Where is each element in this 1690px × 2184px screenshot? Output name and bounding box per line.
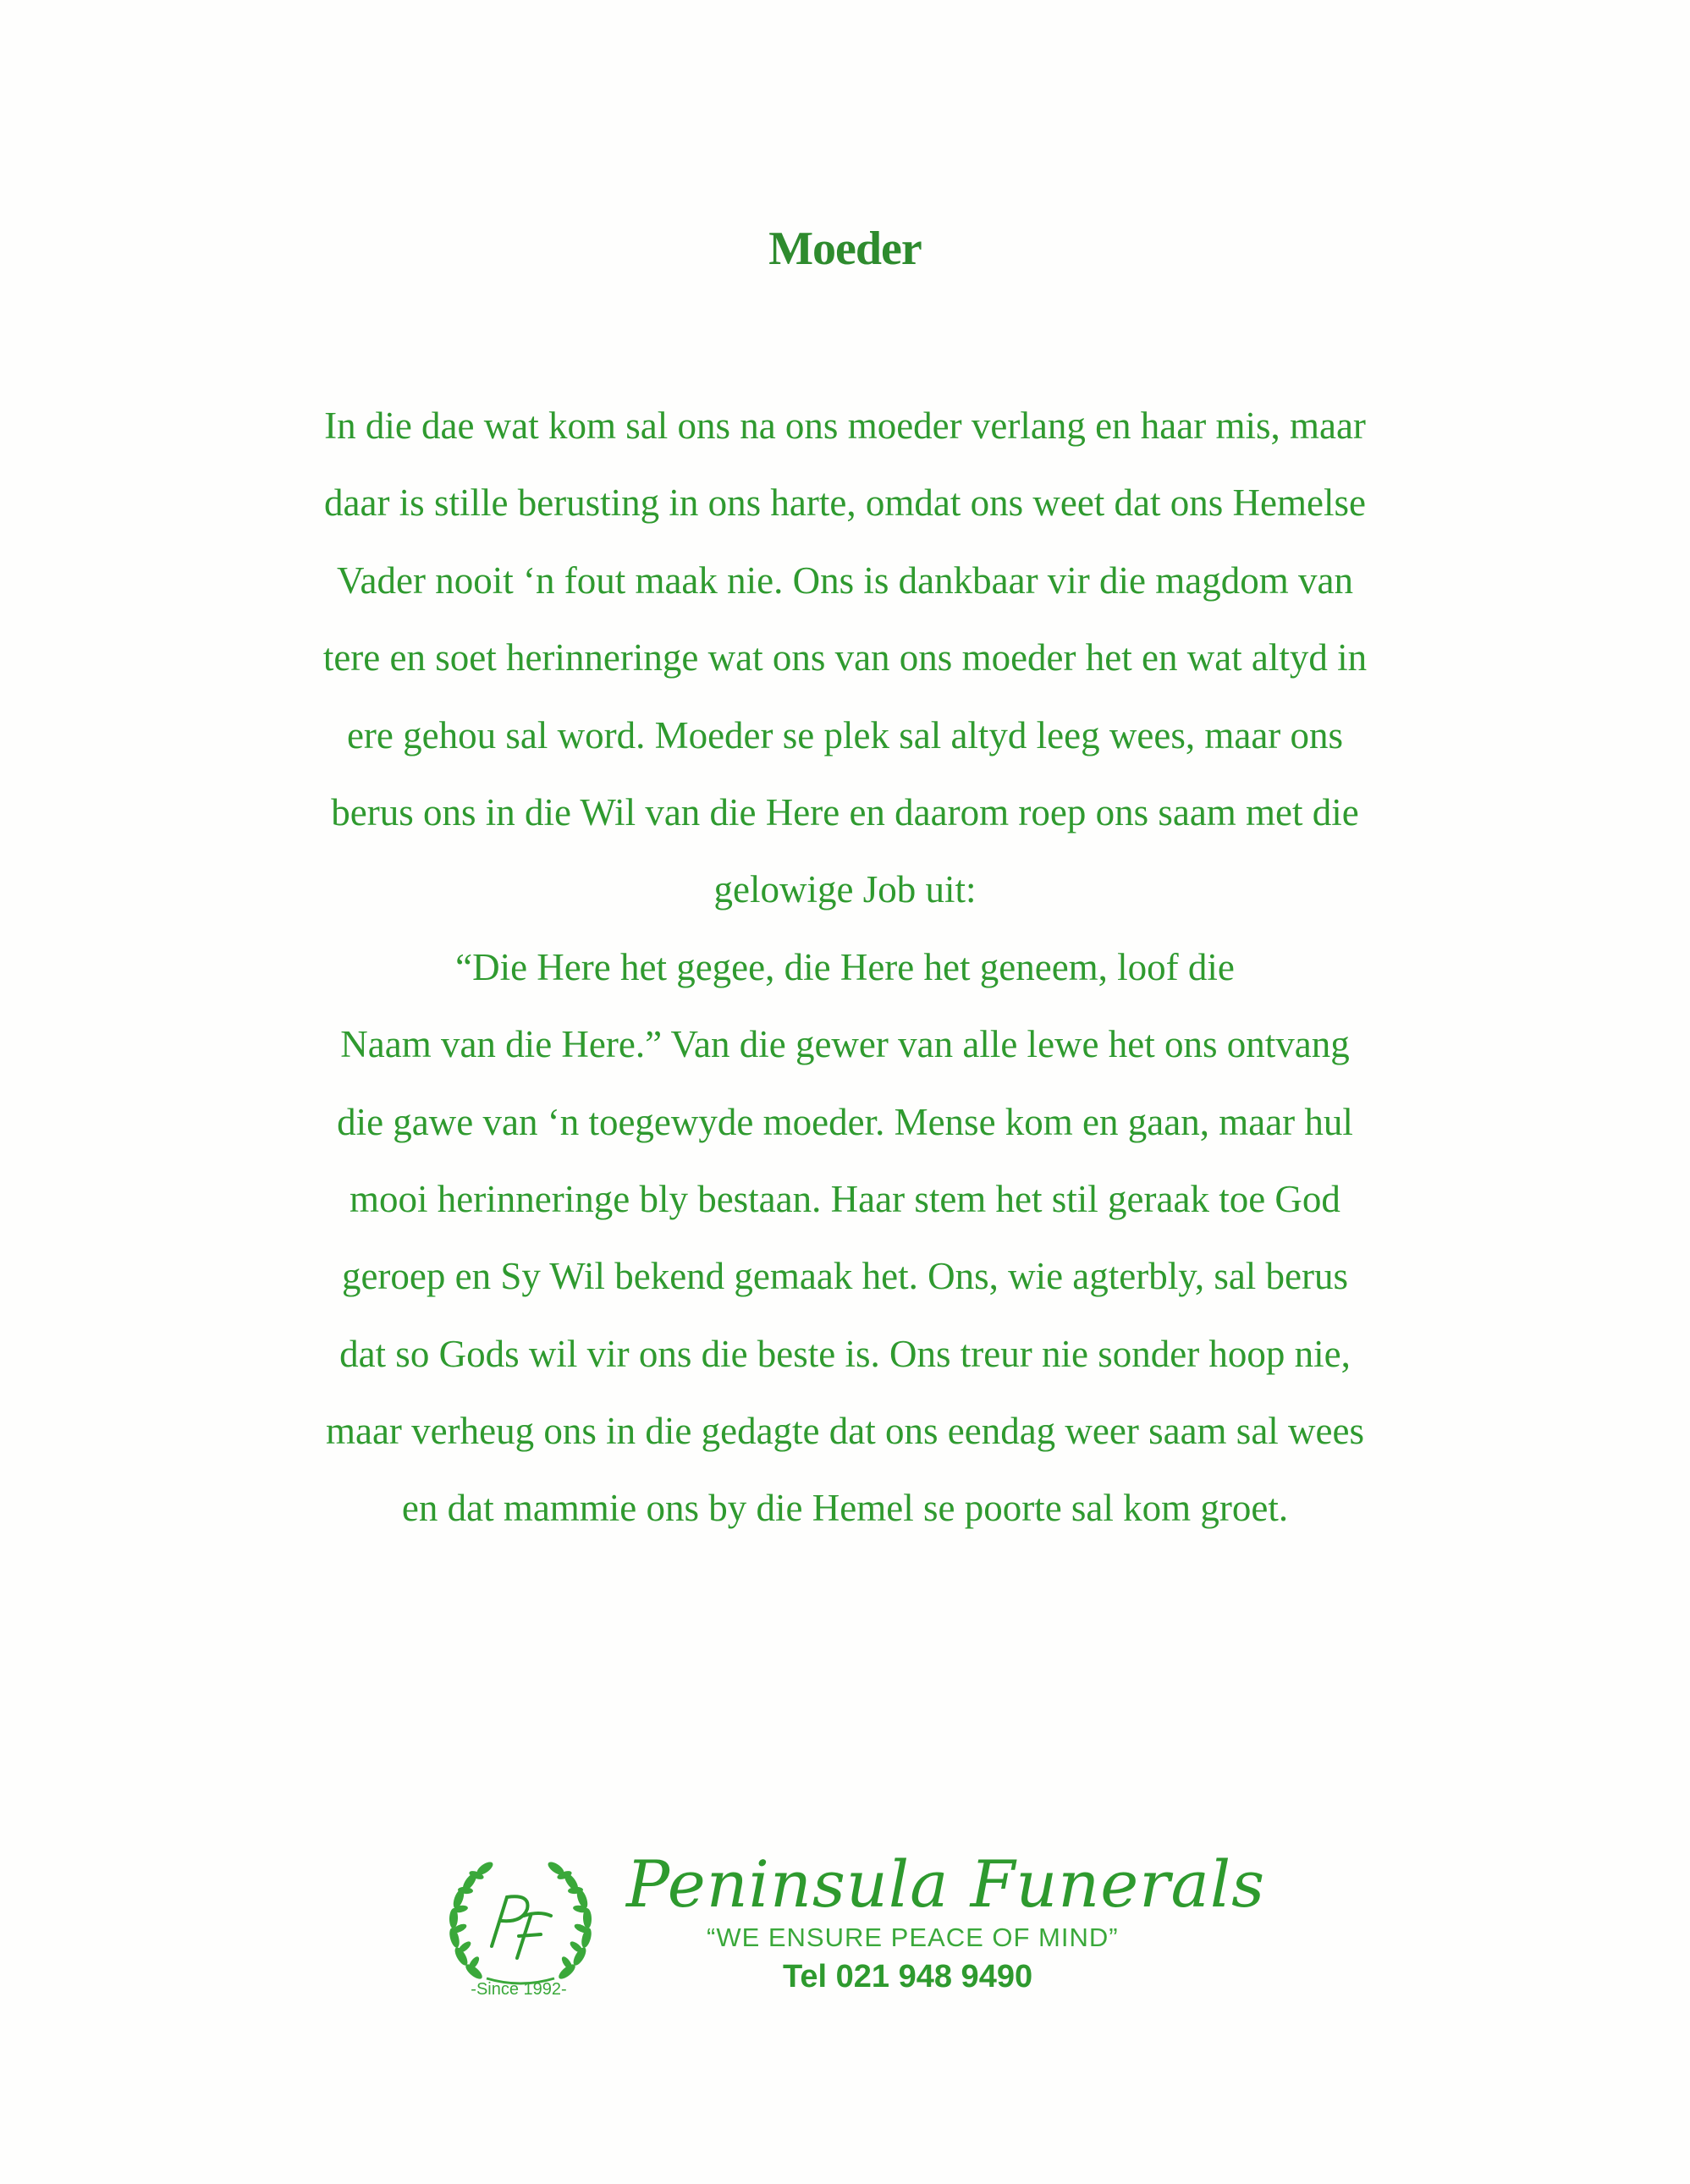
telephone-number: Tel 021 948 9490: [783, 1959, 1033, 1994]
poem-line: en dat mammie ons by die Hemel se poorte sal kom groet.: [401, 1487, 1289, 1530]
poem-line: Vader nooit ‘n fout maak nie. Ons is dankbaar vir die magdom van: [337, 558, 1353, 602]
poem-line: tere en soet herinneringe wat ons van ons moeder het en wat altyd in: [322, 636, 1368, 679]
poem-line: In die dae wat kom sal ons na ons moeder verlang en haar mis, maar: [324, 404, 1366, 447]
poem-line: ere gehou sal word. Moeder se plek sal altyd leeg wees, maar ons: [346, 713, 1344, 756]
page-title: Moeder: [768, 223, 922, 275]
poem-line: berus ons in die Wil van die Here en daarom roep ons saam met die: [331, 790, 1359, 833]
funeral-home-footer: [436, 1845, 1266, 2014]
poem-line: mooi herinneringe bly bestaan. Haar stem het stil geraak toe God: [350, 1177, 1340, 1220]
poem-line: gelowige Job uit:: [713, 868, 977, 911]
poem-line: die gawe van ‘n toegewyde moeder. Mense kom en gaan, maar hul: [337, 1100, 1353, 1143]
logo-since-year: -Since 1992-: [471, 1980, 567, 1999]
poem-body: [0, 388, 1690, 1548]
poem-line: “Die Here het gegee, die Here het geneem, loof die: [455, 945, 1235, 988]
poem-line: Naam van die Here.” Van die gewer van alle lewe het ons ontvang: [340, 1023, 1350, 1066]
poem-line: dat so Gods wil vir ons die beste is. Ons treur nie sonder hoop nie,: [339, 1332, 1351, 1375]
brand-name: Peninsula Funerals: [626, 1846, 1266, 1922]
brand-tagline: “WE ENSURE PEACE OF MIND”: [707, 1923, 1119, 1952]
poem-line: geroep en Sy Wil bekend gemaak het. Ons, wie agterbly, sal berus: [341, 1255, 1349, 1298]
poem-line: daar is stille berusting in ons harte, omdat ons weet dat ons Hemelse: [324, 481, 1366, 525]
poem-line: maar verheug ons in die gedagte dat ons eendag weer saam sal wees: [325, 1410, 1365, 1453]
